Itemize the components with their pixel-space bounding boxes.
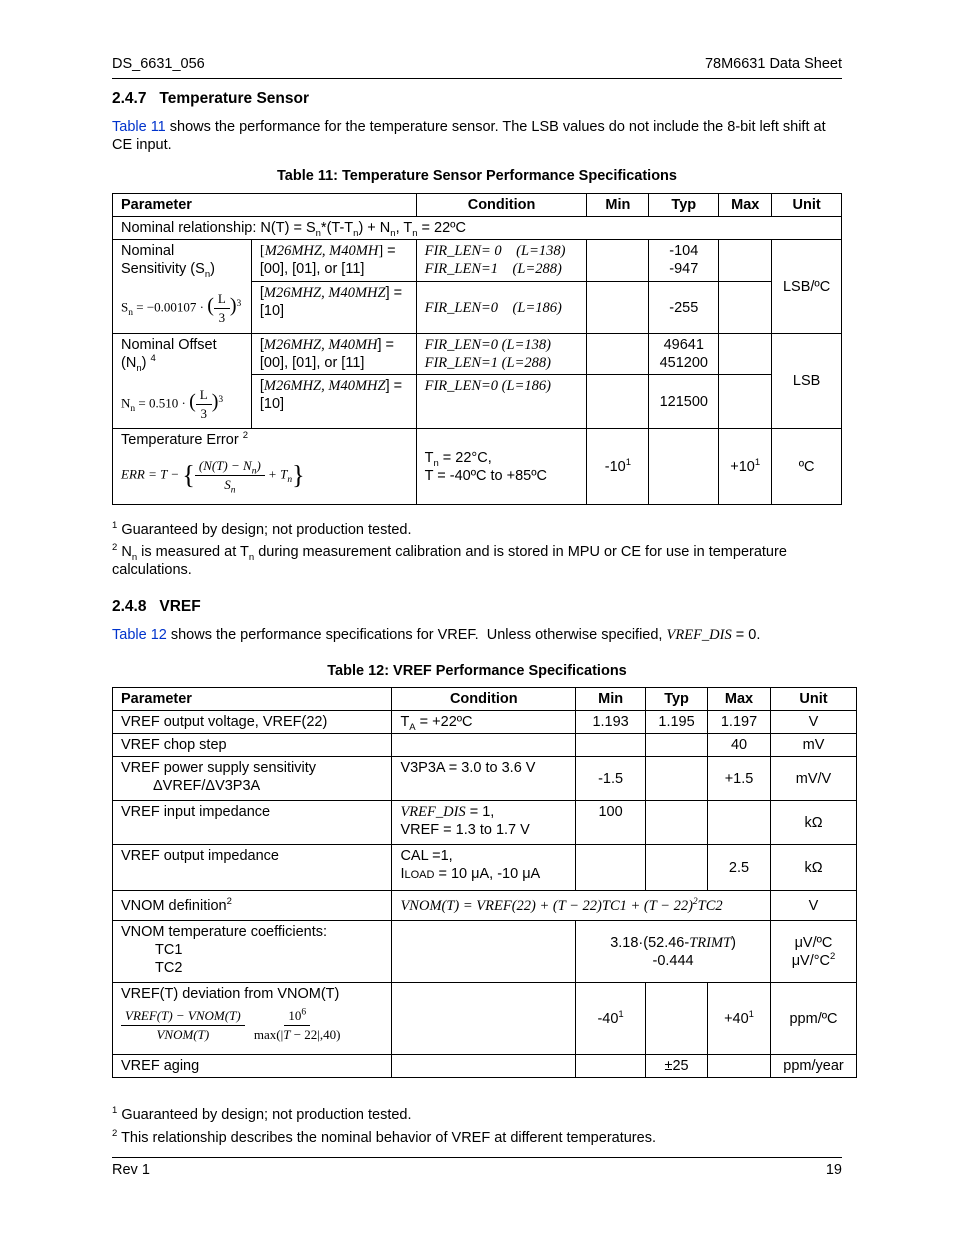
- off-cond-1: [M26MHZ, M40MH] = [00], [01], or [11]: [251, 334, 416, 375]
- row-typ: [646, 845, 708, 891]
- table-12-header: [113, 688, 857, 711]
- off-fir-2: FIR_LEN=0 (L=186): [416, 375, 587, 429]
- col-parameter: Parameter: [113, 194, 417, 217]
- table-row: [113, 983, 857, 1055]
- temp-error-formula: ERR = T − { $\frac{(N(T) - N_n)}{S_n}$ + $T_n$}: [121, 458, 305, 496]
- t12-footnote-1: $^1$ Guaranteed by design; not production tested.: [112, 1105, 412, 1123]
- table-row: [113, 1055, 857, 1078]
- off-typ-2: 121500: [649, 375, 719, 429]
- col-min: Min: [587, 194, 649, 217]
- row-typ: [646, 734, 708, 757]
- row-cond: V3P3A = 3.0 to 3.6 V: [392, 757, 576, 801]
- col-typ: Typ: [649, 194, 719, 217]
- row-cond: [392, 983, 576, 1055]
- row-typ: ±25: [646, 1055, 708, 1078]
- table-row: [113, 921, 857, 983]
- row-typ: [646, 801, 708, 845]
- sens-typ-1: -104 -947: [649, 240, 719, 282]
- row-cond: VREF_DIS = 1, VREF = 1.3 to 1.7 V: [392, 801, 576, 845]
- row-cond: [392, 1055, 576, 1078]
- table-12-link[interactable]: Table 12: [112, 627, 167, 643]
- sens-fir-1: FIR_LEN= 0 (L=138) FIR_LEN=1 (L=288): [416, 240, 587, 282]
- nominal-relationship: Nominal relationship: $N(T) = S_n*(T-T_n) + N_n$, $T_n$ = 22ºC: [113, 217, 842, 240]
- row-unit: μV/ºC $\mu V/^\circ C^2$: [771, 921, 857, 983]
- table-11-caption: Table 11: Temperature Sensor Performance Specifications: [277, 168, 677, 184]
- row-unit: kΩ: [771, 801, 857, 845]
- footer-rev: Rev 1: [112, 1162, 150, 1178]
- offset-formula: $N_n = 0.510$ · ( $\frac{L}{3}$ )$^3$: [121, 387, 224, 421]
- row-min: [576, 845, 646, 891]
- row-min: 100: [576, 801, 646, 845]
- sens-min-1: [587, 240, 649, 282]
- section-heading-temperature-sensor: 2.4.7 Temperature Sensor: [112, 90, 309, 107]
- off-max-2: [719, 375, 772, 429]
- sens-typ-2: -255: [649, 282, 719, 334]
- table-11: [112, 193, 842, 505]
- page-number: 19: [825, 1162, 842, 1178]
- offset-row-1: [113, 334, 842, 375]
- vref-intro: Table 12 shows the performance specifications for VREF. Unless otherwise specified, VREF_DIS = 0.: [112, 627, 761, 643]
- t11-footnote-1: $^1$ Guaranteed by design; not production tested.: [112, 520, 412, 538]
- row-max: [708, 801, 771, 845]
- sens-max-1: [719, 240, 772, 282]
- row-unit: V: [771, 891, 857, 921]
- row-min: -1.5: [576, 757, 646, 801]
- table-row: [113, 845, 857, 891]
- table-11-link[interactable]: Table 11: [112, 119, 166, 135]
- row-param: VREF(T) deviation from VNOM(T) $\frac{\text{VREF(T) − VNOM(T)}}{\text{VNOM(T)}}$ $\frac{10^6}{\max(|T - 22|,40)}$: [113, 983, 392, 1055]
- deviation-formula: $\frac{\text{VREF(T) − VNOM(T)}}{\text{VNOM(T)}}$ $\frac{10^6}{\max(|T - 22|,40)}$: [121, 1007, 383, 1044]
- temp-error-cond: $T_n = 22^\circ C$, T = -40ºC to +85ºC: [416, 429, 587, 505]
- off-typ-1: 49641 451200: [649, 334, 719, 375]
- doc-id: DS_6631_056: [112, 56, 205, 72]
- table-12-caption: Table 12: VREF Performance Specifications: [327, 663, 627, 679]
- col-max: Max: [708, 688, 771, 711]
- row-typ: [646, 757, 708, 801]
- row-param: VREF input impedance: [113, 801, 392, 845]
- row-max: 1.197: [708, 711, 771, 734]
- vnom-formula: VNOM(T) = VREF(22) + $(T - 22)TC1 + (T - 22)^2TC2$: [392, 891, 771, 921]
- row-param: VNOM temperature coefficients: TC1 TC2: [113, 921, 392, 983]
- sensitivity-formula: $S_n = -0.00107$ · ( $\frac{L}{3}$ )$^3$: [121, 291, 242, 325]
- row-param: VREF output impedance: [113, 845, 392, 891]
- row-max: $+40^1$: [708, 983, 771, 1055]
- row-unit: V: [771, 711, 857, 734]
- temp-intro: [112, 118, 842, 154]
- table-row: [113, 891, 857, 921]
- row-param: VREF aging: [113, 1055, 392, 1078]
- row-typ: 1.195: [646, 711, 708, 734]
- sens-fir-2: FIR_LEN=0 (L=186): [416, 282, 587, 334]
- sensitivity-label: Nominal Sensitivity $(S_n)$ $S_n = -0.00107$ · ( $\frac{L}{3}$ )$^3$: [113, 240, 252, 334]
- sens-min-2: [587, 282, 649, 334]
- t11-footnote-2: $^2$ $N_n$ is measured at $T_n$ during measurement calibration and is stored in MPU or CE for use in temperature calculations.: [112, 542, 787, 578]
- sens-max-2: [719, 282, 772, 334]
- sens-cond-2: [M26MHZ, M40MHZ] = [10]: [251, 282, 416, 334]
- row-unit: mV: [771, 734, 857, 757]
- table-row: [113, 801, 857, 845]
- off-fir-1: FIR_LEN=0 (L=138) FIR_LEN=1 (L=288): [416, 334, 587, 375]
- row-cond: $T_A$ = +22ºC: [392, 711, 576, 734]
- off-min-2: [587, 375, 649, 429]
- col-min: Min: [576, 688, 646, 711]
- row-typ: [646, 983, 708, 1055]
- row-max: +1.5: [708, 757, 771, 801]
- table-12: [112, 687, 857, 1078]
- table-11-header: [113, 194, 842, 217]
- row-param: VREF chop step: [113, 734, 392, 757]
- row-unit: kΩ: [771, 845, 857, 891]
- table-row: [113, 734, 857, 757]
- row-min: $-40^1$: [576, 983, 646, 1055]
- row-cond: CAL =1, ILOAD = 10 μA, -10 μA: [392, 845, 576, 891]
- col-unit: Unit: [771, 688, 857, 711]
- row-param: VNOM definition$^2$: [113, 891, 392, 921]
- temp-error-min: $-10^1$: [587, 429, 649, 505]
- table-row: [113, 757, 857, 801]
- temp-error-unit: ºC: [772, 429, 842, 505]
- off-min-1: [587, 334, 649, 375]
- col-max: Max: [719, 194, 772, 217]
- col-condition: Condition: [392, 688, 576, 711]
- temp-error-max: $+10^1$: [719, 429, 772, 505]
- row-max: 40: [708, 734, 771, 757]
- sens-cond-1: [M26MHZ, M40MH] = [00], [01], or [11]: [251, 240, 416, 282]
- tc-values: 3.18·(52.46-TRIMT) -0.444: [576, 921, 771, 983]
- table-row: [113, 711, 857, 734]
- row-unit: ppm/ºC: [771, 983, 857, 1055]
- col-condition: Condition: [416, 194, 587, 217]
- sens-unit: LSB/ºC: [772, 240, 842, 334]
- doc-title: 78M6631 Data Sheet: [704, 56, 842, 72]
- col-parameter: Parameter: [113, 688, 392, 711]
- temp-intro-text: shows the performance for the temperature sensor. The LSB values do not include the 8-bit left shift at CE input.: [112, 119, 826, 153]
- col-unit: Unit: [772, 194, 842, 217]
- row-min: [576, 734, 646, 757]
- t12-footnote-2: $^2$ This relationship describes the nominal behavior of VREF at different temperatures.: [112, 1128, 656, 1146]
- off-cond-2: [M26MHZ, M40MHZ] = [10]: [251, 375, 416, 429]
- temp-error-row: [113, 429, 842, 505]
- row-param: VREF power supply sensitivity ΔVREF/ΔV3P3A: [113, 757, 392, 801]
- header-rule: [112, 78, 842, 79]
- row-cond: [392, 734, 576, 757]
- row-unit: mV/V: [771, 757, 857, 801]
- row-unit: ppm/year: [771, 1055, 857, 1078]
- section-heading-vref: 2.4.8 VREF: [112, 598, 201, 615]
- offset-label: Nominal Offset $(N_n)$ $^4$ $N_n = 0.510$ · ( $\frac{L}{3}$ )$^3$: [113, 334, 252, 429]
- footer-rule: [112, 1157, 842, 1158]
- row-param: VREF output voltage, VREF(22): [113, 711, 392, 734]
- col-typ: Typ: [646, 688, 708, 711]
- off-max-1: [719, 334, 772, 375]
- off-unit: LSB: [772, 334, 842, 429]
- temp-error-typ: [649, 429, 719, 505]
- nominal-relationship-row: [113, 217, 842, 240]
- row-min: 1.193: [576, 711, 646, 734]
- row-min: [576, 1055, 646, 1078]
- row-max: [708, 1055, 771, 1078]
- temp-error-label: Temperature Error $^2$ ERR = T − { $\frac{(N(T) - N_n)}{S_n}$ + $T_n$}: [113, 429, 417, 505]
- row-max: 2.5: [708, 845, 771, 891]
- sensitivity-row-1: [113, 240, 842, 282]
- row-cond: [392, 921, 576, 983]
